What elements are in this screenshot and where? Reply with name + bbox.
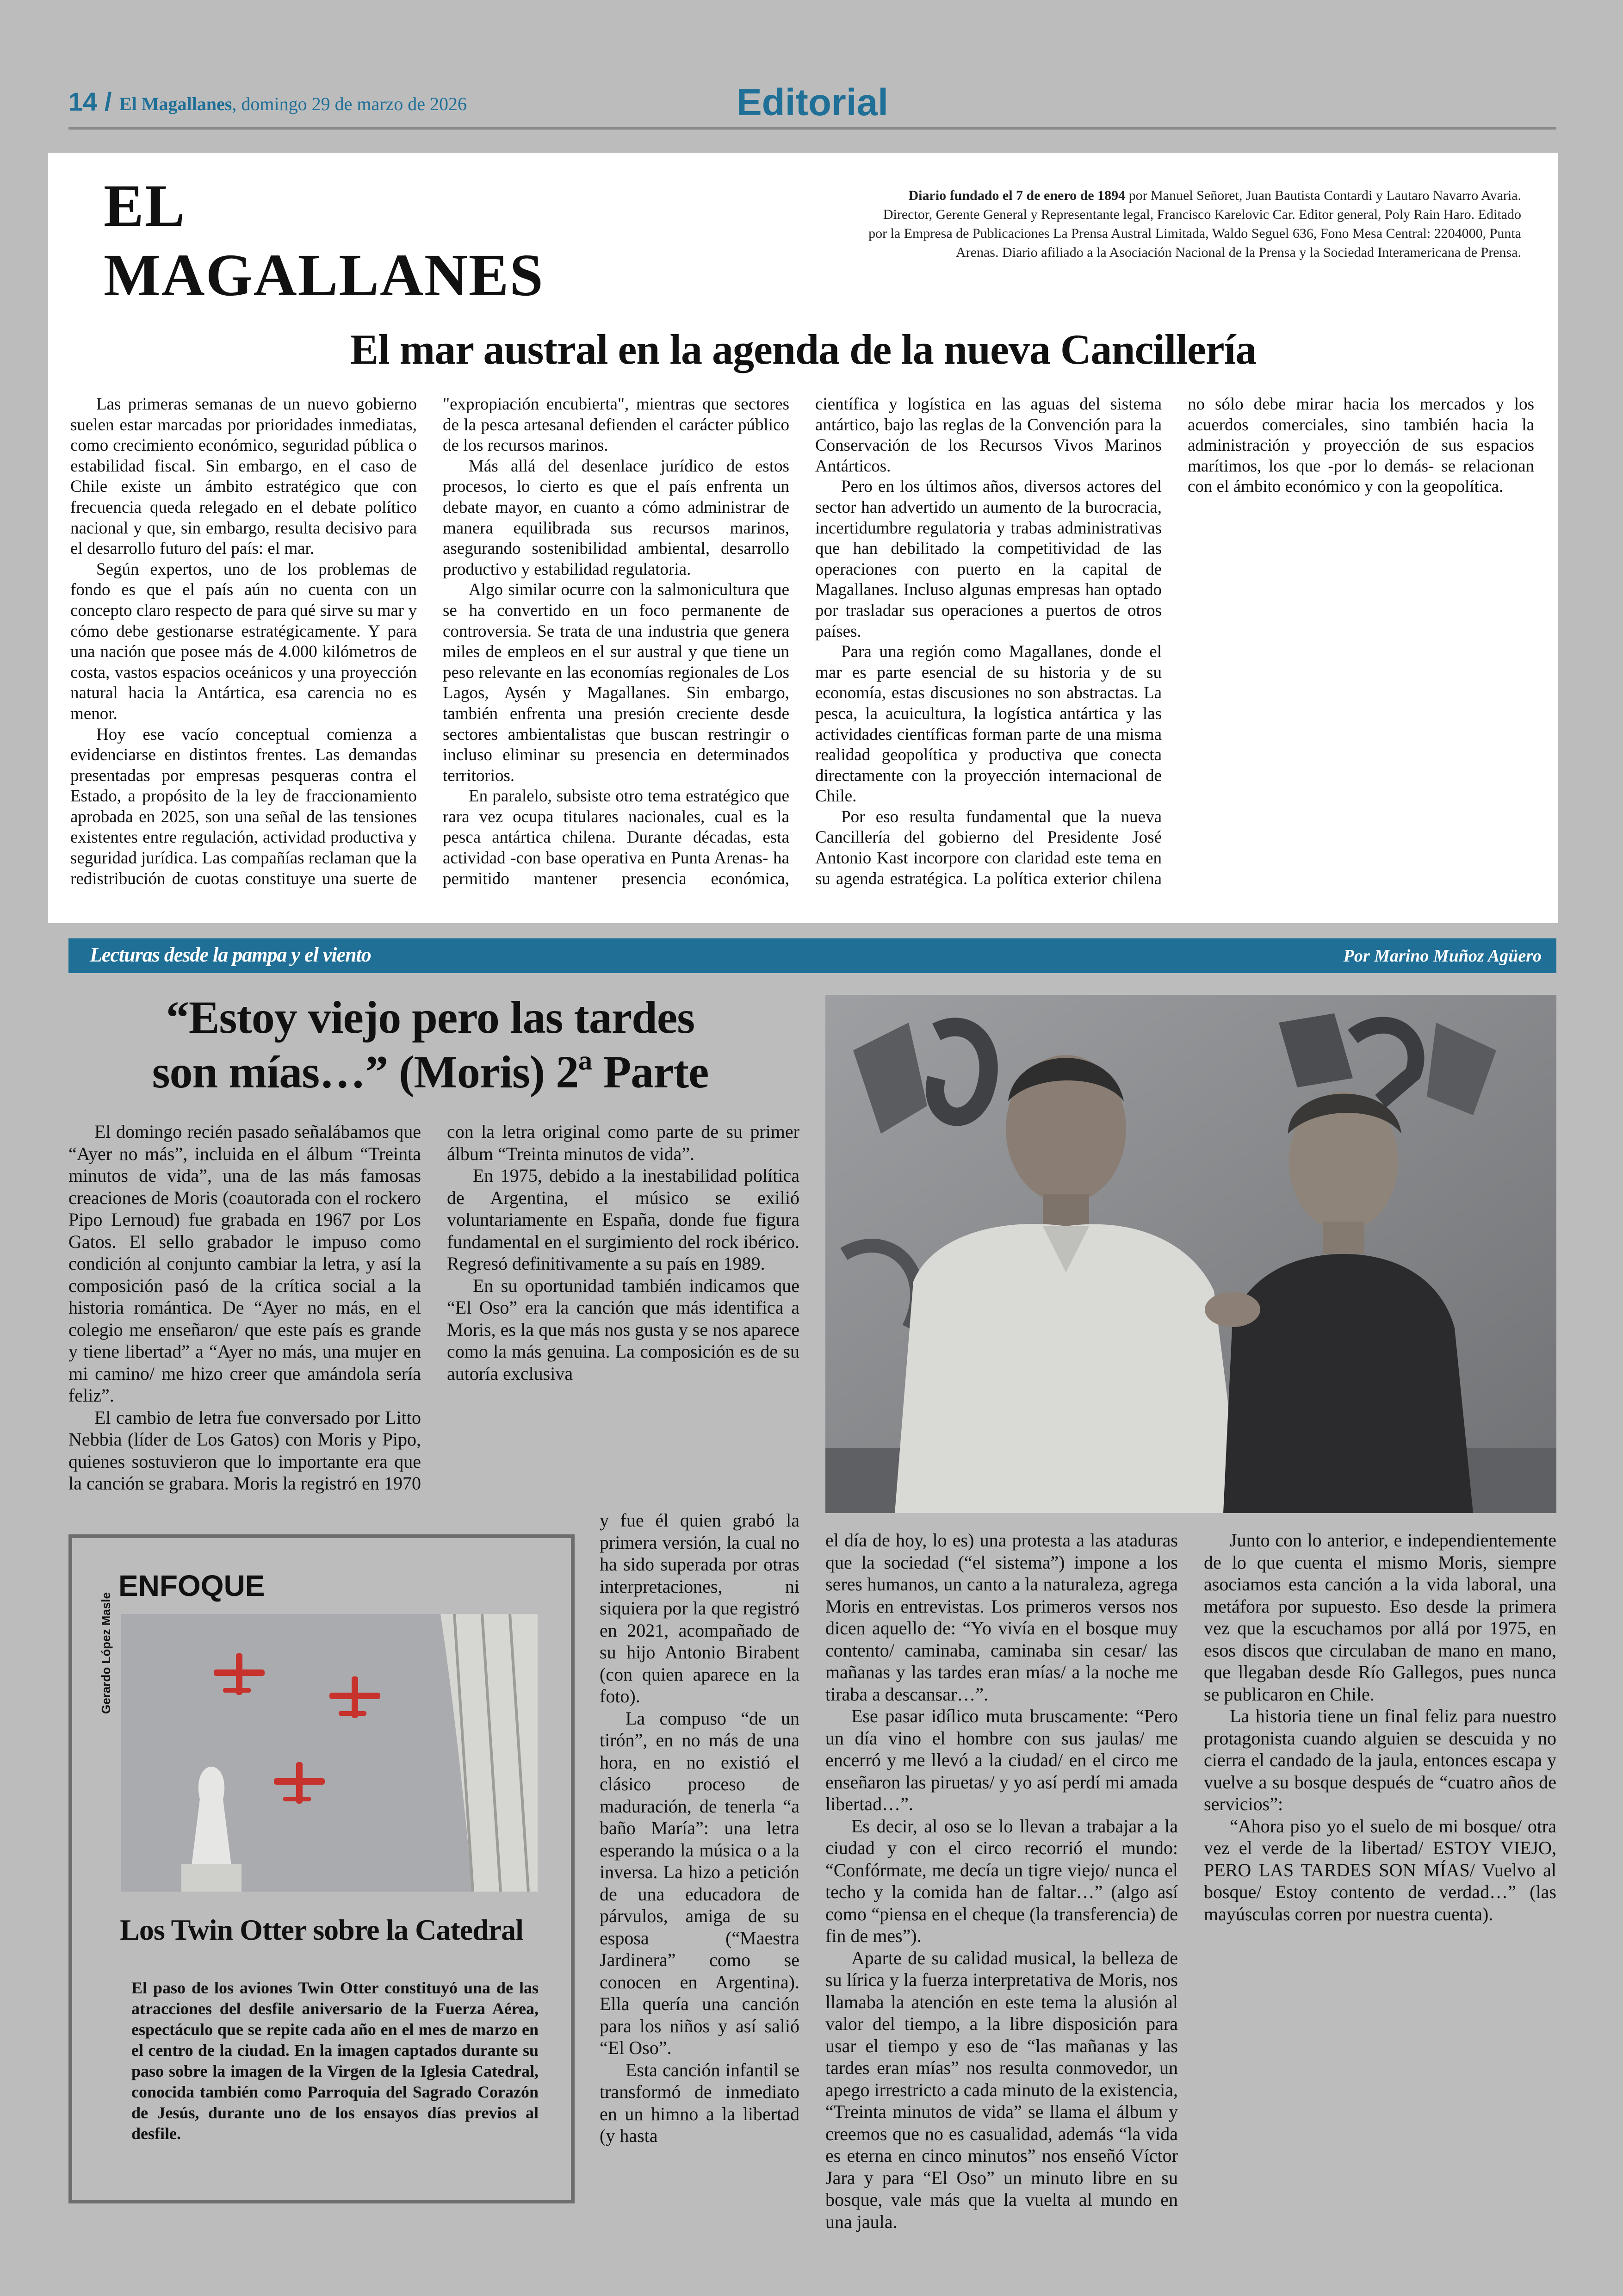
masthead-line2: MAGALLANES [104, 242, 544, 309]
column-bar [68, 938, 1556, 973]
column-paragraph: Ese pasar idílico muta bruscamente: “Pero un día vino el hombre con sus jaulas/ me encerró y me llevó a la ciudad/ en el circo me enseñaron las piruetas/ y yo así perdí mi amada libertad…”. [825, 1706, 1178, 1814]
editorial-paragraph: Más allá del desenlace jurídico de estos procesos, lo cierto es que el país enfrenta un debate mayor, en cuanto a cómo administrar de manera equilibrada sus recursos marinos, asegurando sostenibilidad ambiental, desarrollo productivo y estabilidad regulatoria. [443, 456, 789, 579]
column-paragraph: Aparte de su calidad musical, la belleza de su lírica y la fuerza interpretativa de Moris, nos llamaba la atención en este tema la alusión al valor del tiempo, a la libre disposición para usar el tiempo y eso de “las mañanas y las tardes eran mías” nos resulta conmovedor, un apego irrestricto a cada minuto de la existencia, “Treinta minutos de vida” se llama el álbum y creemos que no es casualidad, además “la vida es eterna en cinco minutos” nos enseñó Víctor Jara y para “El Oso” un minuto libre en su bosque, vale más que la vuelta al mundo en una jaula. [825, 1947, 1178, 2232]
publication-name: El Magallanes [119, 93, 232, 114]
page-header [68, 81, 1556, 130]
editorial-box [48, 153, 1558, 923]
twin-otter-illustration [121, 1614, 538, 1892]
editorial-paragraph: Hoy ese vacío conceptual comienza a evidenciarse en distintos frentes. Las demandas presentadas por empresas pesqueras contra el Estado, a propósito de la ley de fraccionamiento aprobada en 2025, son una señal de las tensiones existentes entre regulación, actividad productiva y seguridad jurídica. Las compañías reclaman que la redistribución de cuotas constituye una suerte de "expropiación encubierta", mientras que sectores de la pesca artesanal defienden el carácter público de los recursos marinos. [70, 395, 789, 888]
editorial-paragraph: Por eso resulta fundamental que la nueva Cancillería del gobierno del Presidente José Antonio Kast incorpore con claridad este tema en su agenda estratégica. La política exterior chilena no sólo debe mirar hacia los mercados y los acuerdos comerciales, sino también hacia la administración y proyección de sus espacios marítimos, los que -por lo demás- se relacionan con el ámbito económico y con la geopolítica. [815, 395, 1534, 888]
editorial-paragraph: Las primeras semanas de un nuevo gobierno suelen estar marcadas por prioridades inmediatas, como crecimiento económico, seguridad pública o estabilidad fiscal. Sin embargo, en el caso de Chile existe un ámbito estratégico que con frecuencia queda relegado en el debate político nacional y que, sin embargo, resulta decisivo para el desarrollo futuro del país: el mar. [70, 395, 417, 558]
credits-bold: Diario fundado el 7 de enero de 1894 [908, 188, 1126, 203]
column-paragraph: La compuso “de un tirón”, en no más de una hora, en no existió el clásico proceso de maduración, de tenerla “a baño María”: una letra esperando la música o a la inversa. La hizo a petición de una educadora de párvulos, amiga de su esposa (“Maestra Jardinera” como se conocen en Argentina). Ella quería una canción para los niños y así salió “El Oso”. [600, 1707, 799, 2058]
moris-photo [825, 995, 1556, 1513]
enfoque-box [68, 1534, 575, 2203]
editorial-headline: El mar austral en la agenda de la nueva Cancillería [350, 326, 1257, 373]
column-paragraph: El domingo recién pasado señalábamos que “Ayer no más”, incluida en el álbum “Treinta minutos de vida”, una de las más famosas creaciones de Moris (coautorada con el rockero Pipo Lernoud) fue grabada en 1967 por Los Gatos. El sello grabador le impuso como condición al conjunto cambiar la letra, y así la composición pasó de la crítica social a la historia romántica. De “Ayer no más, en el colegio me enseñaron/ que este país es grande y tiene libertad” a “Ayer no más, una mujer en mi camino/ me hizo creer que amándola sería feliz”. [68, 1121, 421, 1406]
column-paragraph: En su oportunidad también indicamos que “El Oso” era la canción que más identifica a Moris, es la que más nos gusta y se nos aparece como la más genuina. La composición es de su autoría exclusiva [447, 1275, 799, 1384]
column-paragraph: Junto con lo anterior, e independientemente de lo que cuenta el mismo Moris, siempre asociamos esta canción a la vida laboral, una metáfora por supuesto. Eso desde la primera vez que la escuchamos por allá por 1975, en esos discos que circulaban de mano en mano, que llegaban desde Río Gallegos, pues nunca se publicaron en Chile. [1204, 1530, 1556, 1705]
editorial-paragraph: Para una región como Magallanes, donde el mar es parte esencial de su historia y de su economía, estas discusiones no son abstractas. La pesca, la acuicultura, la logística antártica y las actividades científicas forman parte de una misma realidad geopolítica y productiva que conecta directamente con la proyección internacional de Chile. [815, 642, 1162, 806]
editorial-paragraph: Según expertos, uno de los problemas de fondo es que el país aún no cuenta con un concepto claro respecto de para qué sirve su mar y cómo debe gestionarse estratégicamente. Y para una nación que posee más de 4.000 kilómetros de costa, vastos espacios oceánicos y una proyección natural hacia la Antártica, esa carencia no es menor. [70, 559, 417, 723]
column-paragraph: y fue él quien grabó la primera versión, la cual no ha sido superada por otras interpretaciones, ni siquiera por la que registró en 2021, acompañado de su hijo Antonio Birabent (con quien aparece en la foto). [600, 1510, 799, 1706]
column-name: Lecturas desde la pampa y el viento [90, 943, 371, 966]
date-text: , domingo 29 de marzo de 2026 [232, 93, 467, 114]
enfoque-label: ENFOQUE [118, 1569, 265, 1602]
column-headline [69, 990, 791, 1099]
column-body-top [68, 1121, 799, 1509]
publication-credits [864, 186, 1521, 262]
editorial-paragraph: Pero en los últimos años, diversos actores del sector han advertido un aumento de la burocracia, incertidumbre regulatoria y trabas administrativas que han debilitado la competitividad de las operaciones con puerto en la capital de Magallanes. Incluso algunas empresas han optado por trasladar sus operaciones a puertos de otros países. [815, 477, 1162, 641]
column-body-right [825, 1529, 1556, 2237]
column-headline-line2: son mías…” (Moris) 2ª Parte [152, 1046, 709, 1098]
editorial-body [70, 394, 1534, 908]
section-title: Editorial [736, 81, 889, 124]
masthead-line1: EL [104, 173, 186, 239]
credits-text: por Manuel Señoret, Juan Bautista Contardi y Lautaro Navarro Avaria. Director, Gerente General y Representante legal, Francisco Karelovic Car. Editor general, Poly Rain Haro. Editado por la Empresa de Publicaciones La Prensa Austral Limitada, Waldo Seguel 636, Fono Mesa Central: 2204000, Punta Arenas. Diario afiliado a la Asociación Nacional de la Prensa y la Sociedad Interamericana de Prensa. [868, 188, 1521, 260]
twin-otter-photo [121, 1614, 538, 1892]
column-paragraph: El cambio de letra fue conversado por Litto Nebbia (líder de Los Gatos) con Moris y Pipo, quienes sostuvieron que lo importante era que la canción se grabara. Moris la registró en 1970 con la letra original como parte de su primer álbum “Treinta minutos de vida”. [68, 1121, 799, 1494]
column-paragraph: el día de hoy, lo es) una protesta a las ataduras que la sociedad (“el sistema”) impone a los seres humanos, un canto a la naturaleza, agrega Moris en entrevistas. Los primeros versos nos dicen aquello de: “Yo vivía en el bosque muy contento/ caminaba, caminaba sin cesar/ las mañanas y las tardes eran mías/ a la noche me tiraba a descansar…”. [825, 1530, 1178, 1705]
enfoque-title: Los Twin Otter sobre la Catedral [120, 1913, 523, 1946]
photo-credit: Gerardo López Masle [99, 1592, 113, 1714]
column-author: Por Marino Muñoz Agüero [1343, 946, 1542, 966]
column-paragraph: “Ahora piso yo el suelo de mi bosque/ otra vez el verde de la libertad/ ESTOY VIEJO, PERO LAS TARDES SON MÍAS/ Vuelvo al bosque/ Estoy contento de verdad…” (las mayúsculas corren por nuestra cuenta). [1204, 1815, 1556, 1924]
moris-photo-illustration [825, 995, 1556, 1513]
editorial-paragraph: En paralelo, subsiste otro tema estratégico que rara vez ocupa titulares nacionales, cual es la pesca antártica chilena. Durante décadas, esta actividad -con base operativa en Punta Arenas- ha permitido mantener presencia económica, científica y logística en las aguas del sistema antártico, bajo las reglas de la Convención para la Conservación de los Recursos Vivos Marinos Antárticos. [443, 395, 1162, 888]
column-headline-line1: “Estoy viejo pero las tardes [166, 992, 695, 1043]
column-paragraph: Esta canción infantil se transformó de inmediato en un himno a la libertad (y hasta [600, 2059, 799, 2146]
column-paragraph: Es decir, al oso se lo llevan a trabajar a la ciudad y con el circo recorrió el mundo: “Confórmate, me decía un tigre viejo/ nunca el techo y la comida han de faltar…” (algo así como “piensa en el cheque (la transferencia) de fin de mes”). [825, 1815, 1178, 1946]
column-paragraph: La historia tiene un final feliz para nuestro protagonista cuando alguien se descuida y no cierra el candado de la jaula, entonces escapa y vuelve a su bosque después de “cuatro años de servicios”: [1204, 1706, 1556, 1814]
masthead [104, 171, 544, 310]
enfoque-caption: El paso de los aviones Twin Otter constituyó una de las atracciones del desfile aniversario de la Fuerza Aérea, espectáculo que se repite cada año en el mes de marzo en el centro de la ciudad. En la imagen captados durante su paso sobre la imagen de la Virgen de la Iglesia Catedral, conocida también como Parroquia del Sagrado Corazón de Jesús, durante uno de los ensayos días previos al desfile. [131, 1979, 539, 2143]
editorial-paragraph: Algo similar ocurre con la salmonicultura que se ha convertido en un foco permanente de controversia. Se trata de una industria que genera miles de empleos en el sur austral y que tiene un peso relevante en las economías regionales de Los Lagos, Aysén y Magallanes. Sin embargo, también enfrenta una presión creciente desde sectores ambientalistas que buscan restringir o incluso eliminar su presencia en determinados territorios. [443, 580, 789, 785]
column-paragraph: En 1975, debido a la inestabilidad política de Argentina, el músico se exilió voluntariamente en España, donde fue figura fundamental en el surgimiento del rock ibérico. Regresó definitivamente a su país en 1989. [447, 1165, 799, 1274]
column-body-middle [600, 1509, 799, 2203]
page-number: 14 / [68, 87, 112, 116]
